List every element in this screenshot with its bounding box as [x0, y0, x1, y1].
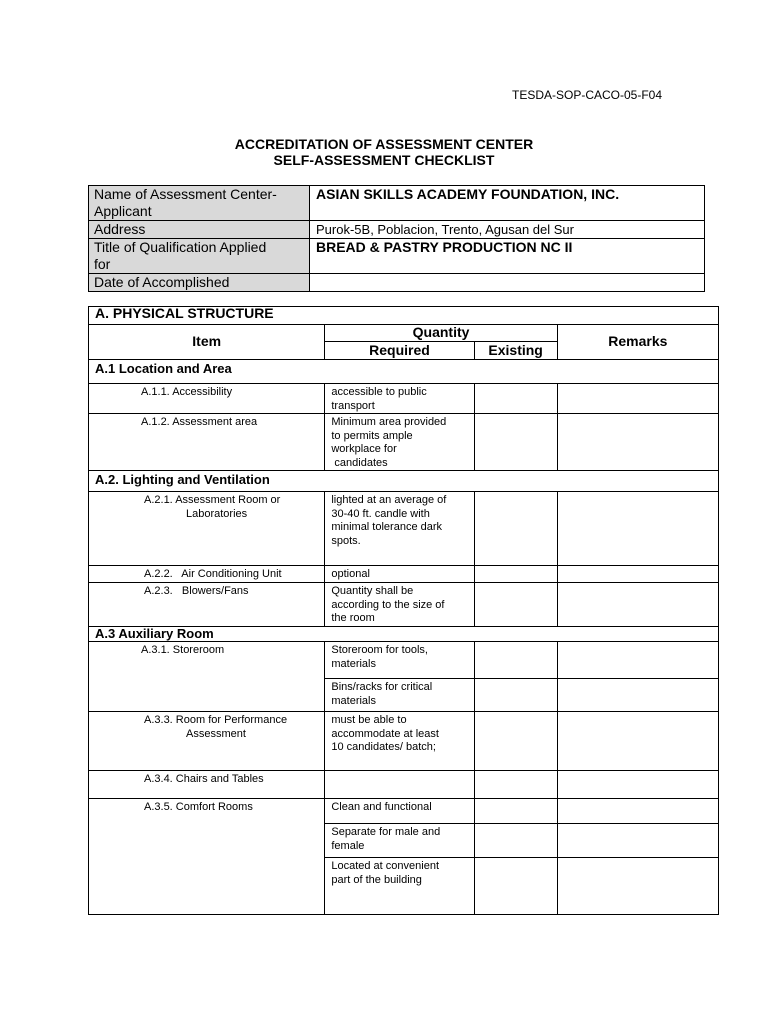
- address-label: Address: [89, 221, 310, 239]
- remarks-cell[interactable]: [557, 679, 718, 712]
- item-cell: [89, 492, 325, 566]
- item-cell: A.1.2. Assessment area: [89, 414, 325, 471]
- required-line: female: [331, 839, 365, 852]
- required-line: must be able to: [331, 714, 407, 726]
- remarks-cell[interactable]: [557, 492, 718, 566]
- column-header-item: Item: [89, 325, 325, 360]
- physical-structure-checklist: [88, 306, 719, 915]
- qualification-value: BREAD & PASTRY PRODUCTION NC II: [310, 239, 705, 274]
- subsection-heading-a3: A.3 Auxiliary Room: [89, 627, 719, 642]
- required-cell: [325, 384, 474, 414]
- item-line: A.3.3. Room for Performance: [144, 714, 288, 726]
- info-row-qualification: [89, 239, 705, 274]
- item-cell: A.2.2. Air Conditioning Unit: [89, 566, 325, 583]
- required-line: accommodate at least: [331, 727, 439, 740]
- remarks-cell[interactable]: [557, 414, 718, 471]
- table-row: [89, 566, 719, 583]
- remarks-cell[interactable]: [557, 583, 718, 627]
- item-line: Laboratories: [186, 507, 248, 520]
- required-cell: [325, 492, 474, 566]
- date-value: [310, 274, 705, 292]
- required-cell: [325, 583, 474, 627]
- item-cell: A.2.3. Blowers/Fans: [89, 583, 325, 627]
- existing-cell[interactable]: [474, 492, 557, 566]
- info-row-address: [89, 221, 705, 239]
- existing-cell[interactable]: [474, 712, 557, 771]
- qualification-label-line: for: [94, 256, 111, 272]
- address-value: Purok-5B, Poblacion, Trento, Agusan del Sur: [310, 221, 705, 239]
- remarks-cell[interactable]: [557, 384, 718, 414]
- section-title-row: [89, 307, 719, 325]
- table-row: [89, 414, 719, 471]
- qualification-label-line: Title of Qualification Applied: [94, 239, 267, 255]
- required-line: part of the building: [331, 873, 422, 886]
- remarks-cell[interactable]: [557, 566, 718, 583]
- item-cell: A.3.1. Storeroom: [89, 642, 325, 712]
- remarks-cell[interactable]: [557, 824, 718, 858]
- item-cell: A.3.4. Chairs and Tables: [89, 771, 325, 799]
- required-cell: [325, 824, 474, 858]
- required-line: Minimum area provided: [331, 416, 447, 428]
- required-line: 30-40 ft. candle with: [331, 507, 430, 520]
- remarks-cell[interactable]: [557, 712, 718, 771]
- existing-cell[interactable]: [474, 384, 557, 414]
- required-line: 10 candidates/ batch;: [331, 741, 436, 753]
- remarks-cell[interactable]: [557, 771, 718, 799]
- item-line: A.2.1. Assessment Room or: [144, 494, 281, 506]
- required-line: Separate for male and: [331, 826, 441, 838]
- existing-cell[interactable]: [474, 771, 557, 799]
- subsection-row: [89, 471, 719, 492]
- remarks-cell[interactable]: [557, 858, 718, 915]
- required-line: Located at convenient: [331, 860, 439, 872]
- document-subtitle: SELF-ASSESSMENT CHECKLIST: [273, 152, 495, 168]
- required-cell: Clean and functional: [325, 799, 474, 824]
- document-code: TESDA-SOP-CACO-05-F04: [512, 88, 663, 102]
- column-header-row: [89, 325, 719, 342]
- name-value: ASIAN SKILLS ACADEMY FOUNDATION, INC.: [310, 186, 705, 221]
- required-line: according to the size of: [331, 598, 445, 611]
- required-line: Quantity shall be: [331, 585, 414, 597]
- required-cell: [325, 414, 474, 471]
- existing-cell[interactable]: [474, 824, 557, 858]
- required-line: lighted at an average of: [331, 494, 447, 506]
- table-row: [89, 642, 719, 679]
- name-label-line: Name of Assessment Center-: [94, 186, 277, 202]
- table-row: [89, 771, 719, 799]
- required-cell: [325, 858, 474, 915]
- required-line: workplace for: [331, 443, 397, 455]
- table-row: [89, 799, 719, 824]
- required-line: candidates: [331, 456, 388, 469]
- required-line: Storeroom for tools,: [331, 644, 428, 656]
- info-row-date: [89, 274, 705, 292]
- required-cell: [325, 679, 474, 712]
- required-line: to permits ample: [331, 429, 413, 442]
- existing-cell[interactable]: [474, 858, 557, 915]
- required-cell: [325, 642, 474, 679]
- item-cell: A.1.1. Accessibility: [89, 384, 325, 414]
- required-line: spots.: [331, 534, 361, 547]
- item-cell: A.3.5. Comfort Rooms: [89, 799, 325, 915]
- date-label: Date of Accomplished: [89, 274, 310, 292]
- required-line: materials: [331, 657, 376, 670]
- column-header-remarks: Remarks: [557, 325, 718, 360]
- required-cell: [325, 771, 474, 799]
- item-cell: [89, 712, 325, 771]
- name-label-line: Applicant: [94, 203, 152, 219]
- required-line: Bins/racks for critical: [331, 681, 433, 693]
- required-line: minimal tolerance dark: [331, 521, 443, 533]
- required-cell: optional: [325, 566, 474, 583]
- required-line: accessible to public: [331, 386, 427, 398]
- required-line: materials: [331, 694, 376, 707]
- existing-cell[interactable]: [474, 414, 557, 471]
- column-header-required: Required: [325, 342, 474, 360]
- column-header-existing: Existing: [474, 342, 557, 360]
- existing-cell[interactable]: [474, 799, 557, 824]
- document-title: ACCREDITATION OF ASSESSMENT CENTER: [234, 136, 534, 152]
- remarks-cell[interactable]: [557, 642, 718, 679]
- subsection-row: [89, 627, 719, 642]
- table-row: [89, 712, 719, 771]
- required-line: transport: [331, 399, 375, 412]
- applicant-info-table: [88, 185, 705, 292]
- existing-cell[interactable]: [474, 679, 557, 712]
- existing-cell[interactable]: [474, 566, 557, 583]
- subsection-heading-a1: A.1 Location and Area: [89, 360, 719, 384]
- qualification-label: [89, 239, 310, 274]
- column-header-quantity: Quantity: [325, 325, 557, 342]
- table-row: [89, 384, 719, 414]
- info-row-name: [89, 186, 705, 221]
- required-cell: [325, 712, 474, 771]
- table-row: [89, 492, 719, 566]
- item-line: Assessment: [186, 727, 246, 740]
- subsection-heading-a2: A.2. Lighting and Ventilation: [89, 471, 719, 492]
- subsection-row: [89, 360, 719, 384]
- existing-cell[interactable]: [474, 583, 557, 627]
- existing-cell[interactable]: [474, 642, 557, 679]
- remarks-cell[interactable]: [557, 799, 718, 824]
- table-row: [89, 583, 719, 627]
- name-label: [89, 186, 310, 221]
- section-title: A. PHYSICAL STRUCTURE: [89, 307, 719, 325]
- required-line: the room: [331, 612, 375, 624]
